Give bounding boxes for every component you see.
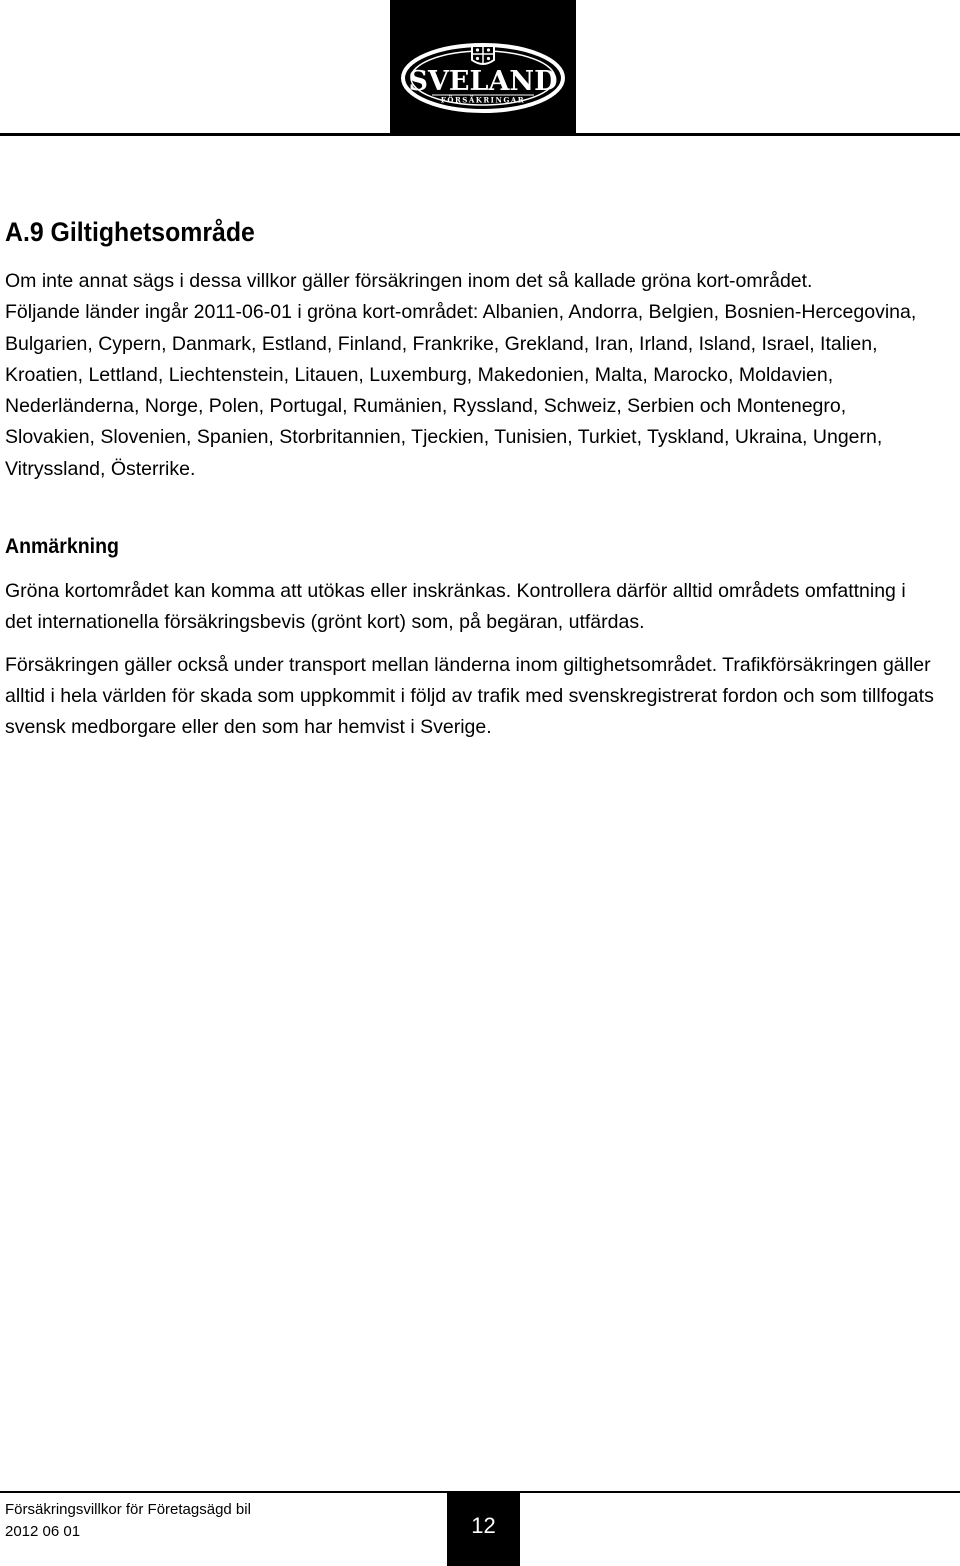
footer-doc-title: Försäkringsvillkor för Företagsägd bil — [5, 1501, 251, 1518]
footer-info — [5, 1499, 251, 1543]
sveland-logo-graphic — [390, 0, 576, 133]
footer-date: 2012 06 01 — [5, 1523, 81, 1540]
logo-wordmark: SVELAND — [408, 66, 558, 97]
page-number: 12 — [471, 1513, 496, 1538]
countries-paragraph: Följande länder ingår 2011-06-01 i gröna kort-området: Albanien, Andorra, Belgien, Bosnien-Hercegovina, Bulgarien, Cypern, Danmark, Estland, Finland, Frankrike, Grekland, Iran, Irland, Island, Israel, Italien, Kroatien, Lettland, Liechtenstein, Litauen, Luxemburg, Makedonien, Malta, Marocko, Moldavien, Nederländerna, Norge, Polen, Portugal, Rumänien, Ryssland, Schweiz, Serbien och Montenegro, Slovakien, Slovenien, Spanien, Storbritannien, Tjeckien, Tunisien, Turkiet, Tyskland, Ukraina, Ungern, Vitryssland, Österrike. — [5, 301, 917, 480]
crest-icon — [472, 46, 494, 64]
remark-note-paragraph: Gröna kortområdet kan komma att utökas eller inskränkas. Kontrollera därför alltid områdets omfattning i det internationella försäkringsbevis (grönt kort) som, på begäran, utfärdas. — [5, 580, 906, 634]
header-divider — [0, 133, 960, 136]
sveland-logo — [390, 0, 576, 133]
section-title: A.9 Giltighetsområde — [5, 217, 255, 247]
main-content — [5, 212, 935, 744]
intro-paragraph: Om inte annat sägs i dessa villkor gäller försäkringen inom det så kallade gröna kort-området. — [5, 270, 813, 292]
logo-subline: FÖRSÄKRINGAR — [440, 95, 526, 105]
remark-heading: Anmärkning — [5, 535, 119, 559]
transport-paragraph: Försäkringen gäller också under transport mellan länderna inom giltighetsområdet. Trafikförsäkringen gäller alltid i hela världen för skada som uppkommit i följd av trafik med svenskregistrerat fordon och som tillfogats svensk medborgare eller den som har hemvist i Sverige. — [5, 653, 934, 739]
